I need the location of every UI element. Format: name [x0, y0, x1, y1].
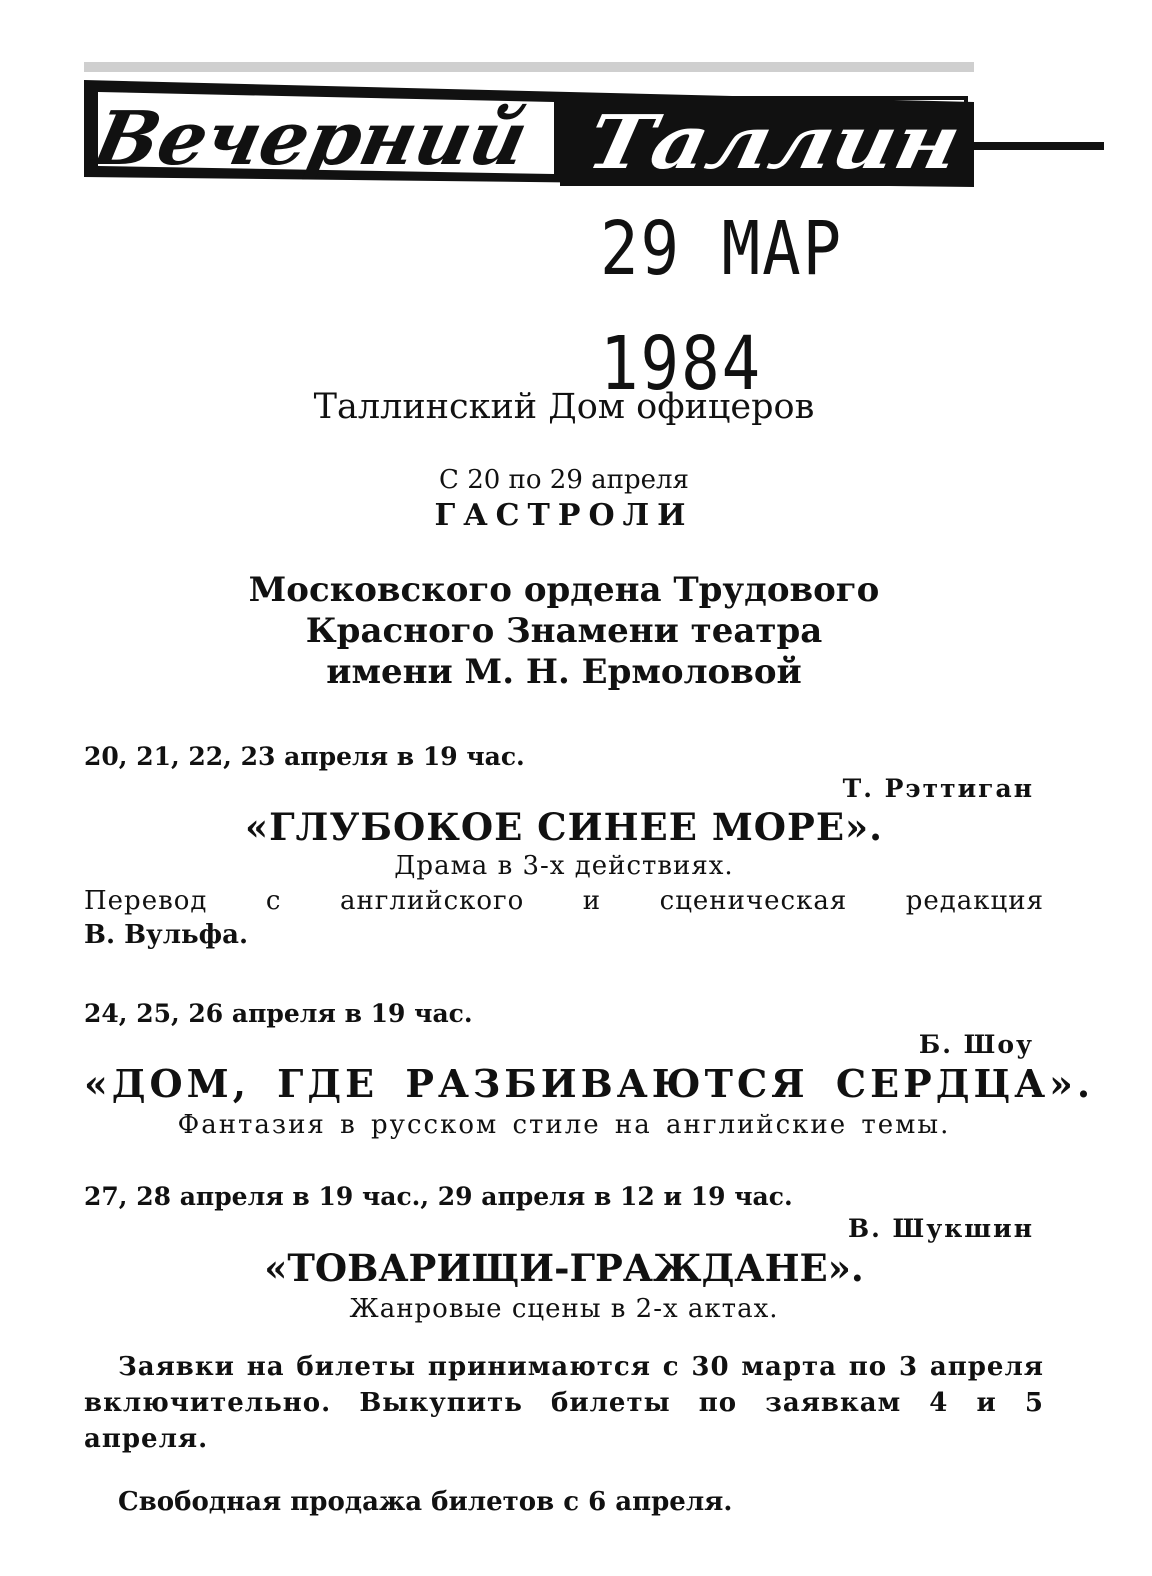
tickets-notice: Заявки на билеты принимаются с 30 марта по 3 апреля включительно. Выкупить билеты по заявкам 4 и 5 апреля.: [84, 1352, 1044, 1454]
tour-label: ГАСТРОЛИ: [434, 498, 694, 533]
performance-genre: Жанровые сцены в 2-х актах.: [349, 1294, 779, 1324]
performance-author: Т. Рэттиган: [842, 774, 1034, 803]
performance-credit: Перевод с английского и сценическая редакция: [84, 886, 1044, 916]
performance-schedule: 24, 25, 26 апреля в 19 час.: [84, 999, 473, 1028]
performance-genre: Драма в 3-х действиях.: [394, 851, 734, 881]
performance-schedule: 20, 21, 22, 23 апреля в 19 час.: [84, 742, 525, 771]
masthead-title-word-1: Вечерний: [86, 94, 528, 182]
performance-genre: Фантазия в русском стиле на английские темы.: [177, 1110, 951, 1140]
performance-credit-name: В. Вульфа.: [84, 920, 249, 950]
performance-title: «ДОМ, ГДЕ РАЗБИВАЮТСЯ СЕРДЦА».: [84, 1061, 1095, 1106]
theater-name-line: Московского ордена Трудового: [248, 570, 880, 610]
venue-heading: Таллинский Дом офицеров: [313, 387, 815, 427]
performance-title: «ТОВАРИЩИ-ГРАЖДАНЕ».: [264, 1246, 864, 1290]
free-sale-notice: Свободная продажа билетов с 6 апреля.: [118, 1487, 733, 1517]
theater-name: [84, 570, 1044, 693]
date-stamp: 29 МАР 1984: [600, 207, 844, 408]
theater-name-line: имени М. Н. Ермоловой: [326, 652, 802, 692]
performance-author: В. Шукшин: [847, 1214, 1034, 1243]
theater-name-line: Красного Знамени театра: [305, 611, 823, 651]
masthead-logo: [84, 62, 1104, 212]
performance-schedule: 27, 28 апреля в 19 час., 29 апреля в 12 и 19 час.: [84, 1182, 793, 1211]
newspaper-masthead: [84, 62, 1104, 212]
performance-author: Б. Шоу: [918, 1030, 1034, 1059]
masthead-title-word-2: Таллин: [579, 98, 918, 186]
performance-title: «ГЛУБОКОЕ СИНЕЕ МОРЕ».: [244, 805, 884, 849]
tour-dates: С 20 по 29 апреля: [439, 465, 689, 495]
